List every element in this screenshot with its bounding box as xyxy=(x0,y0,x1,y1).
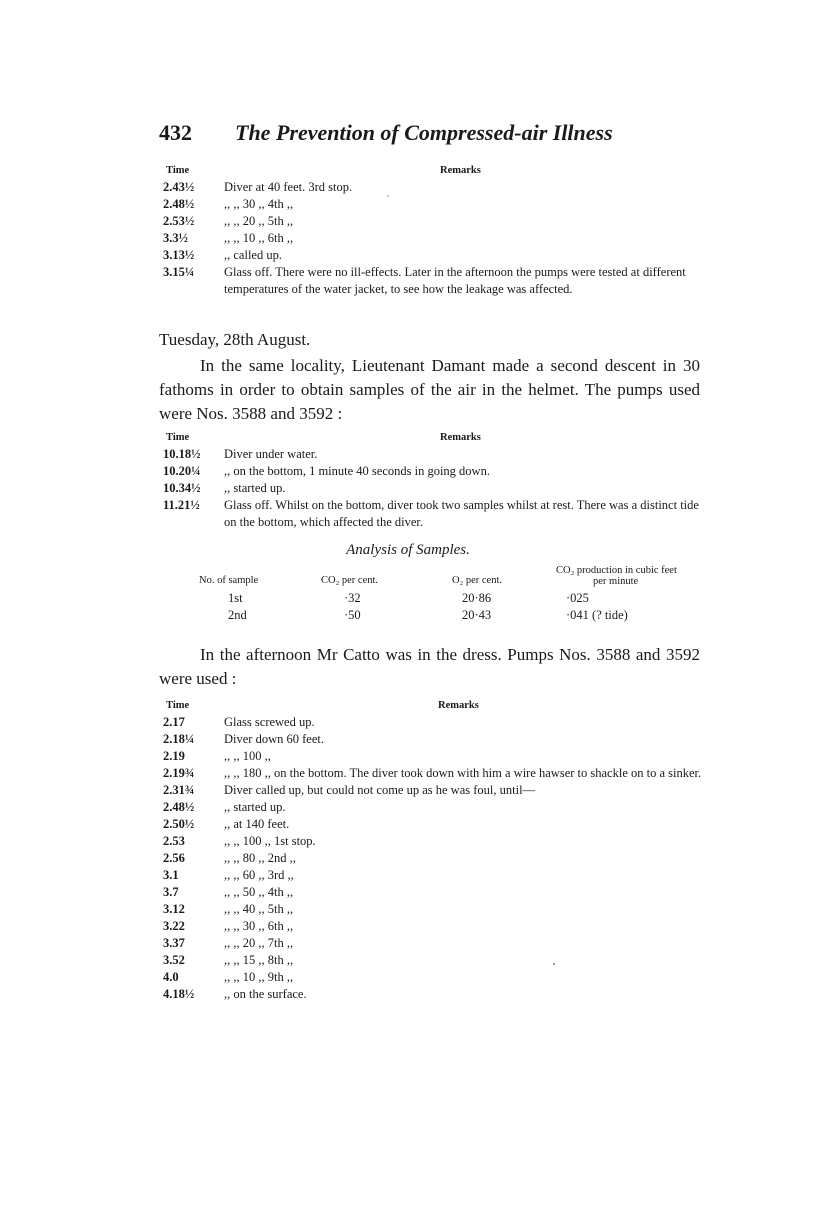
time-cell: 2.19¾ xyxy=(163,766,195,780)
analysis-header-sample: No. of sample xyxy=(199,575,259,586)
remark-cell: ,, called up. xyxy=(224,248,282,262)
remark-cell: Glass off. Whilst on the bottom, diver took two samples whilst at rest. There was a distinct tide on the bottom, which affected the diver. xyxy=(224,498,699,529)
remark-cell: ,, on the bottom, 1 minute 40 seconds in going down. xyxy=(224,464,490,478)
scan-speck xyxy=(553,963,555,965)
time-cell: 3.37 xyxy=(163,936,185,950)
table-row xyxy=(163,497,703,531)
time-cell: 3.15¼ xyxy=(163,265,195,279)
remark-cell: ,, ,, 180 ,, on the bottom. The diver took down with him a wire hawser to shackle on to a sinker. xyxy=(224,766,702,780)
remark-cell: Glass screwed up. xyxy=(224,715,315,729)
analysis-cell-sample: 2nd xyxy=(228,608,247,622)
remark-cell: ,, ,, 10 ,, 6th ,, xyxy=(224,231,294,245)
table-row xyxy=(163,230,703,247)
column-header-remarks: Remarks xyxy=(438,700,479,711)
column-header-time: Time xyxy=(166,700,190,711)
time-cell: 10.20¼ xyxy=(163,464,201,478)
table-row xyxy=(163,986,703,1003)
dive-log-table-2 xyxy=(163,429,703,531)
analysis-cell-co2: ·32 xyxy=(344,591,361,605)
remark-cell: ,, ,, 100 ,, 1st stop. xyxy=(224,834,316,848)
remark-cell: ,, ,, 10 ,, 9th ,, xyxy=(224,970,294,984)
table-body xyxy=(163,714,703,1003)
table-row xyxy=(163,799,703,816)
table-row xyxy=(163,782,703,799)
time-cell: 2.17 xyxy=(163,715,185,729)
time-cell: 3.22 xyxy=(163,919,185,933)
time-cell: 3.12 xyxy=(163,902,185,916)
scan-speck xyxy=(387,195,389,197)
time-cell: 11.21½ xyxy=(163,498,200,512)
analysis-cell-o2: 20·43 xyxy=(462,608,492,622)
table-header xyxy=(163,429,703,446)
remark-cell: Diver at 40 feet. 3rd stop. xyxy=(224,180,353,194)
time-cell: 3.3½ xyxy=(163,231,188,245)
table-body xyxy=(163,179,703,298)
table-row xyxy=(163,952,703,969)
time-cell: 4.18½ xyxy=(163,987,195,1001)
time-cell: 2.56 xyxy=(163,851,185,865)
analysis-cell-sample: 1st xyxy=(228,591,243,605)
remark-cell: ,, on the surface. xyxy=(224,987,307,1001)
time-cell: 4.0 xyxy=(163,970,179,984)
table-row xyxy=(163,901,703,918)
table-row xyxy=(163,918,703,935)
time-cell: 2.48½ xyxy=(163,197,195,211)
remark-cell: ,, ,, 30 ,, 6th ,, xyxy=(224,919,294,933)
analysis-header-co2: CO₂ per cent. xyxy=(321,575,379,586)
section-date: Tuesday, 28th August. xyxy=(159,330,311,349)
table-row xyxy=(163,179,703,196)
remark-cell: ,, ,, 50 ,, 4th ,, xyxy=(224,885,294,899)
remark-cell: Diver under water. xyxy=(224,447,318,461)
remark-cell: ,, started up. xyxy=(224,481,286,495)
remark-cell: Diver called up, but could not come up as he was foul, until— xyxy=(224,783,536,797)
time-cell: 2.19 xyxy=(163,749,185,763)
analysis-header-production: CO₂ production in cubic feet xyxy=(556,565,677,576)
remark-cell: ,, ,, 15 ,, 8th ,, xyxy=(224,953,294,967)
table-row xyxy=(163,969,703,986)
dive-log-table-1 xyxy=(163,162,703,298)
table-row xyxy=(163,446,703,463)
table-row xyxy=(163,935,703,952)
table-row xyxy=(163,213,703,230)
time-cell: 2.48½ xyxy=(163,800,195,814)
column-header-remarks: Remarks xyxy=(440,432,481,443)
remark-cell: ,, ,, 30 ,, 4th ,, xyxy=(224,197,294,211)
time-cell: 2.18¼ xyxy=(163,732,195,746)
table-row xyxy=(163,247,703,264)
dive-log-table-3 xyxy=(163,697,703,1003)
paragraph-text: In the same locality, Lieutenant Damant made a second descent in 30 fathoms in order to obtain samples of the air in the helmet. The pumps used were Nos. 3588 and 3592 : xyxy=(159,356,700,423)
table-row xyxy=(163,748,703,765)
table-row xyxy=(163,833,703,850)
table-row xyxy=(163,480,703,497)
remark-cell: ,, ,, 20 ,, 7th ,, xyxy=(224,936,294,950)
running-title: The Prevention of Compressed-air Illness xyxy=(235,120,613,145)
analysis-cell-co2: ·50 xyxy=(344,608,361,622)
analysis-header-o2: O₂ per cent. xyxy=(452,575,503,586)
time-cell: 2.53 xyxy=(163,834,185,848)
column-header-time: Time xyxy=(166,432,190,443)
remark-cell: ,, ,, 60 ,, 3rd ,, xyxy=(224,868,294,882)
analysis-cell-o2: 20·86 xyxy=(462,591,492,605)
remark-cell: ,, ,, 40 ,, 5th ,, xyxy=(224,902,294,916)
remark-cell: ,, ,, 80 ,, 2nd ,, xyxy=(224,851,296,865)
remark-cell: Diver down 60 feet. xyxy=(224,732,324,746)
analysis-header-per-minute: per minute xyxy=(593,576,639,587)
page-header xyxy=(159,120,719,146)
table-row xyxy=(163,867,703,884)
table-body xyxy=(163,446,703,531)
time-cell: 3.52 xyxy=(163,953,185,967)
table-row xyxy=(163,463,703,480)
column-header-remarks: Remarks xyxy=(440,165,481,176)
table-row xyxy=(163,714,703,731)
time-cell: 3.7 xyxy=(163,885,179,899)
analysis-title: Analysis of Samples. xyxy=(346,542,470,558)
remark-cell: ,, started up. xyxy=(224,800,286,814)
time-cell: 2.31¾ xyxy=(163,783,195,797)
table-row xyxy=(163,765,703,782)
remark-cell: Glass off. There were no ill-effects. Later in the afternoon the pumps were tested at different temperatures of the water jacket, to see how the leakage was affected. xyxy=(224,265,686,296)
time-cell: 2.43½ xyxy=(163,180,195,194)
time-cell: 10.34½ xyxy=(163,481,201,495)
analysis-cell-production: ·025 xyxy=(566,591,589,605)
paragraph-catto-dress xyxy=(159,643,700,691)
table-row xyxy=(163,196,703,213)
time-cell: 2.50½ xyxy=(163,817,195,831)
page-number: 432 xyxy=(159,120,192,145)
table-row xyxy=(163,850,703,867)
table-row xyxy=(163,884,703,901)
analysis-cell-production: ·041 (? tide) xyxy=(566,608,628,622)
time-cell: 10.18½ xyxy=(163,447,201,461)
time-cell: 3.13½ xyxy=(163,248,195,262)
table-row xyxy=(163,816,703,833)
paragraph-damant-descent xyxy=(159,354,700,426)
time-cell: 2.53½ xyxy=(163,214,195,228)
table-header xyxy=(163,697,703,714)
time-cell: 3.1 xyxy=(163,868,179,882)
remark-cell: ,, ,, 20 ,, 5th ,, xyxy=(224,214,294,228)
table-header xyxy=(163,162,703,179)
table-row xyxy=(163,731,703,748)
remark-cell: ,, at 140 feet. xyxy=(224,817,290,831)
paragraph-text: In the afternoon Mr Catto was in the dress. Pumps Nos. 3588 and 3592 were used : xyxy=(159,645,700,688)
table-row xyxy=(163,264,703,298)
column-header-time: Time xyxy=(166,165,190,176)
remark-cell: ,, ,, 100 ,, xyxy=(224,749,271,763)
